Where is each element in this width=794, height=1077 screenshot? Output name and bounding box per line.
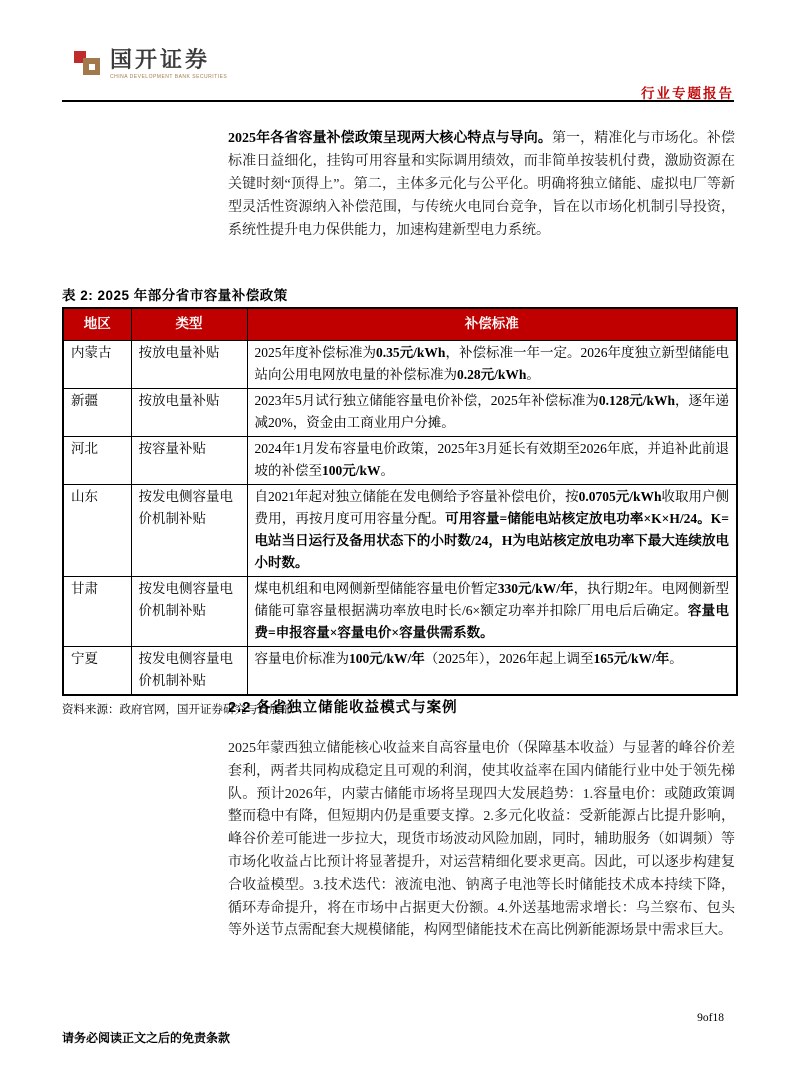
table-row — [63, 389, 737, 437]
capacity-compensation-table — [62, 307, 738, 696]
cell-standard: 自2021年起对独立储能在发电侧给予容量补偿电价，按0.0705元/kWh收取用户侧费用，再按月度可用容量分配。可用容量=储能电站核定放电功率×K×H/24。K=电站当日运行及备用状态下的小时数/24，H为电站核定放电功率下最大连续放电小时数。 — [247, 485, 737, 577]
cell-region: 甘肃 — [63, 577, 131, 647]
table-title: 表 2: 2025 年部分省市容量补偿政策 — [62, 288, 288, 303]
cell-standard: 2023年5月试行独立储能容量电价补偿，2025年补偿标准为0.128元/kWh，逐年递减20%，资金由工商业用户分摊。 — [247, 389, 737, 437]
table-row — [63, 647, 737, 696]
cell-region: 山东 — [63, 485, 131, 577]
cell-type: 按发电侧容量电价机制补贴 — [131, 577, 247, 647]
table-source-note: 资料来源：政府官网，国开证券研究与发展部 — [62, 704, 292, 716]
col-header-region: 地区 — [63, 308, 131, 341]
intro-paragraph: 2025年各省容量补偿政策呈现两大核心特点与导向。第一，精准化与市场化。补偿标准日益细化，挂钩可用容量和实际调用绩效，而非简单按装机付费，激励资源在关键时刻“顶得上”。第二，主体多元化与公平化。明确将独立储能、虚拟电厂等新型灵活性资源纳入补偿范围，与传统火电同台竞争，旨在以市场化机制引导投资，系统性提升电力保供能力，加速构建新型电力系统。 — [228, 131, 736, 238]
section-paragraph: 2025年蒙西独立储能核心收益来自高容量电价（保障基本收益）与显著的峰谷价差套利，两者共同构成稳定且可观的利润，使其收益率在国内储能行业中处于领先梯队。预计2026年，内蒙古储能市场将呈现四大发展趋势：1.容量电价：或随政策调整而稳中有降，但短期内仍是重要支撑。2.多元化收益：受新能源占比提升影响，峰谷价差可能进一步拉大，现货市场波动风险加剧，同时，辅助服务（如调频）等市场化收益占比预计将显著提升，对运营精细化要求更高。因此，可以逐步构建复合收益模型。3.技术迭代：液流电池、钠离子电池等长时储能技术成本持续下降，循环寿命提升，将在市场中占据更大份额。4.外送基地需求增长：乌兰察布、包头等外送节点需配套大规模储能，构网型储能技术在高比例新能源场景中需求巨大。 — [228, 741, 735, 939]
col-header-type: 类型 — [131, 308, 247, 341]
table-header-row — [63, 308, 737, 341]
cell-region: 河北 — [63, 437, 131, 485]
brand-name-cn: 国开证券 — [110, 47, 211, 72]
cell-region: 宁夏 — [63, 647, 131, 696]
cell-region: 新疆 — [63, 389, 131, 437]
cell-standard: 2025年度补偿标准为0.35元/kWh，补偿标准一年一定。2026年度独立新型储能电站向公用电网放电量的补偿标准为0.28元/kWh。 — [247, 341, 737, 389]
table-row — [63, 485, 737, 577]
cell-type: 按放电量补贴 — [131, 341, 247, 389]
page-number: 9of18 — [697, 1012, 724, 1024]
table-row — [63, 577, 737, 647]
cell-region: 内蒙古 — [63, 341, 131, 389]
report-type-label: 行业专题报告 — [641, 86, 734, 101]
brand-header — [74, 48, 227, 80]
header-divider — [62, 100, 734, 102]
brand-name-en: CHINA DEVELOPMENT BANK SECURITIES — [110, 74, 228, 80]
cell-type: 按发电侧容量电价机制补贴 — [131, 485, 247, 577]
table-row — [63, 437, 737, 485]
cell-standard: 2024年1月发布容量电价政策，2025年3月延长有效期至2026年底，并追补此前退坡的补偿至100元/kW。 — [247, 437, 737, 485]
footer-disclaimer: 请务必阅读正文之后的免责条款 — [62, 1031, 231, 1045]
cell-type: 按容量补贴 — [131, 437, 247, 485]
col-header-standard: 补偿标准 — [247, 308, 737, 341]
policy-table-block — [62, 284, 738, 717]
cdb-securities-logo-icon — [74, 48, 101, 78]
cell-standard: 煤电机组和电网侧新型储能容量电价暂定330元/kW/年，执行期2年。电网侧新型储能可靠容量根据满功率放电时长/6×额定功率并扣除厂用电后后确定。容量电费=申报容量×容量电价×容量供需系数。 — [247, 577, 737, 647]
table-row — [63, 341, 737, 389]
cell-type: 按发电侧容量电价机制补贴 — [131, 647, 247, 696]
section-heading-2-2: 2.2 各省独立储能收益模式与案例 — [228, 700, 458, 716]
cell-type: 按放电量补贴 — [131, 389, 247, 437]
cell-standard: 容量电价标准为100元/kW/年（2025年），2026年起上调至165元/kW/年。 — [247, 647, 737, 696]
